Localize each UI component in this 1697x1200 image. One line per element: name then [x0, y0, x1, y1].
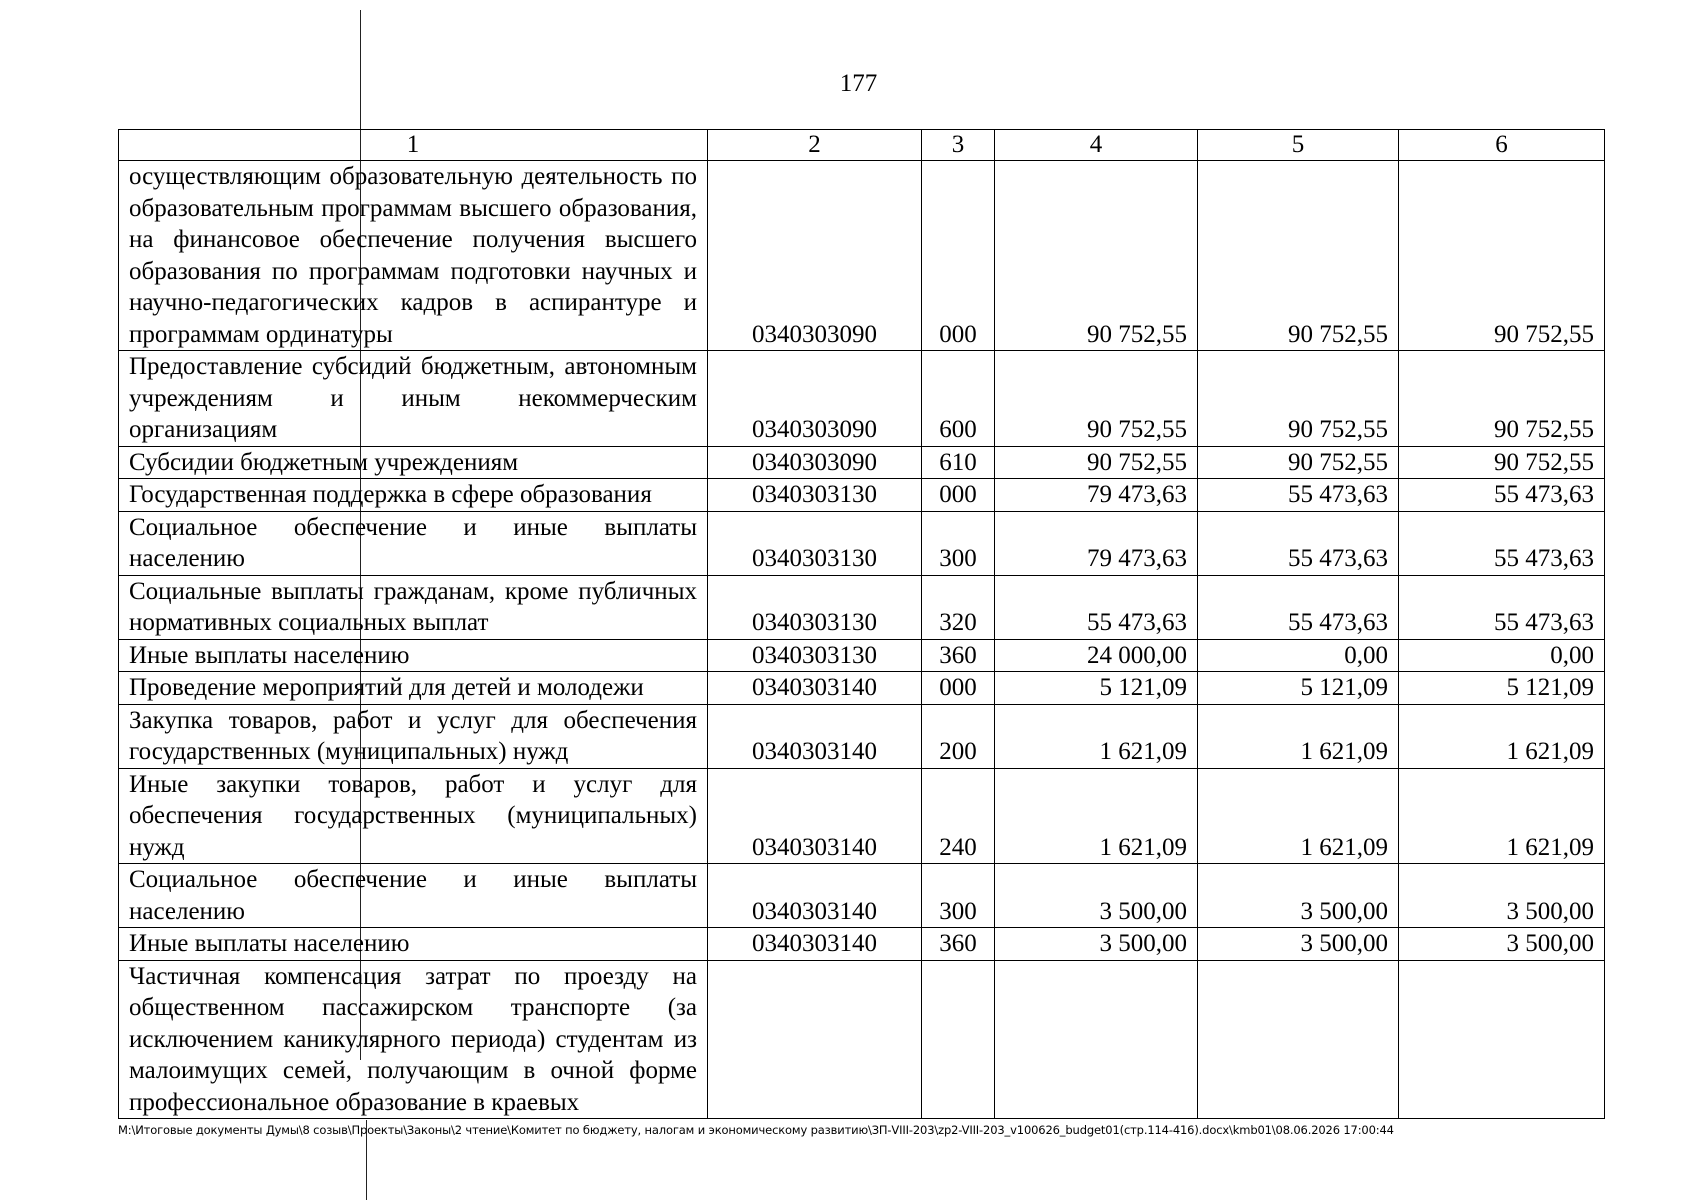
- budget-table: [118, 129, 1605, 1119]
- row-amount-3: 90 752,55: [1399, 351, 1605, 447]
- row-csr: 0340303140: [708, 864, 922, 928]
- row-amount-2: 0,00: [1198, 639, 1399, 672]
- row-vr: 360: [922, 639, 995, 672]
- row-csr: 0340303140: [708, 704, 922, 768]
- row-amount-2: 90 752,55: [1198, 161, 1399, 351]
- table-row: [119, 864, 1605, 928]
- column-header: 1: [119, 130, 708, 161]
- row-vr: 320: [922, 575, 995, 639]
- row-csr: [708, 960, 922, 1119]
- row-csr: 0340303140: [708, 672, 922, 705]
- table-row: [119, 161, 1605, 351]
- row-vr: [922, 960, 995, 1119]
- table-row: [119, 768, 1605, 864]
- row-amount-3: 1 621,09: [1399, 704, 1605, 768]
- row-name: Иные выплаты населению: [119, 928, 708, 961]
- row-csr: 0340303140: [708, 768, 922, 864]
- row-name: Иные выплаты населению: [119, 639, 708, 672]
- row-amount-2: 1 621,09: [1198, 704, 1399, 768]
- row-amount-3: 3 500,00: [1399, 864, 1605, 928]
- row-amount-3: 55 473,63: [1399, 511, 1605, 575]
- table-row: [119, 351, 1605, 447]
- row-name: Социальное обеспечение и иные выплаты населению: [119, 511, 708, 575]
- row-vr: 000: [922, 161, 995, 351]
- row-amount-3: 90 752,55: [1399, 446, 1605, 479]
- table-row: [119, 704, 1605, 768]
- row-amount-1: 90 752,55: [995, 446, 1198, 479]
- row-name: Социальные выплаты гражданам, кроме публичных нормативных социальных выплат: [119, 575, 708, 639]
- row-amount-1: 3 500,00: [995, 864, 1198, 928]
- row-amount-1: 24 000,00: [995, 639, 1198, 672]
- row-amount-1: 1 621,09: [995, 704, 1198, 768]
- row-vr: 240: [922, 768, 995, 864]
- row-csr: 0340303090: [708, 351, 922, 447]
- row-name: Социальное обеспечение и иные выплаты населению: [119, 864, 708, 928]
- row-amount-3: 90 752,55: [1399, 161, 1605, 351]
- column-header: 3: [922, 130, 995, 161]
- table-row: [119, 960, 1605, 1119]
- column-header: 5: [1198, 130, 1399, 161]
- table-row: [119, 575, 1605, 639]
- row-csr: 0340303130: [708, 511, 922, 575]
- row-amount-1: 90 752,55: [995, 161, 1198, 351]
- row-name: Частичная компенсация затрат по проезду на общественном пассажирском транспорте (за исключением каникулярного периода) студентам из малоимущих семей, получающим в очной форме профессиональное образование в краевых: [119, 960, 708, 1119]
- table-row: [119, 639, 1605, 672]
- row-amount-3: 55 473,63: [1399, 575, 1605, 639]
- row-vr: 360: [922, 928, 995, 961]
- row-amount-2: 90 752,55: [1198, 351, 1399, 447]
- table-row: [119, 446, 1605, 479]
- column-header: 4: [995, 130, 1198, 161]
- document-file-path: M:\Итоговые документы Думы\8 созыв\Проекты\Законы\2 чтение\Комитет по бюджету, налогам и экономическому развитию\ЗП-VIII-203\zp2-VIII-203_v100626_budget01(стр.114-416).docx\kmb01\08.06.2026 17:00:44: [118, 1123, 1394, 1137]
- row-csr: 0340303140: [708, 928, 922, 961]
- page-number: 177: [839, 70, 878, 97]
- row-vr: 300: [922, 864, 995, 928]
- row-vr: 000: [922, 479, 995, 512]
- row-name: Государственная поддержка в сфере образования: [119, 479, 708, 512]
- column-header: 6: [1399, 130, 1605, 161]
- row-vr: 300: [922, 511, 995, 575]
- row-amount-1: 79 473,63: [995, 511, 1198, 575]
- row-amount-3: 3 500,00: [1399, 928, 1605, 961]
- table-row: [119, 511, 1605, 575]
- row-name: Закупка товаров, работ и услуг для обеспечения государственных (муниципальных) нужд: [119, 704, 708, 768]
- table-header-row: [119, 130, 1605, 161]
- table-row: [119, 672, 1605, 705]
- row-amount-1: 79 473,63: [995, 479, 1198, 512]
- row-amount-3: [1399, 960, 1605, 1119]
- row-csr: 0340303090: [708, 161, 922, 351]
- row-vr: 600: [922, 351, 995, 447]
- row-csr: 0340303130: [708, 639, 922, 672]
- row-name: осуществляющим образовательную деятельность по образовательным программам высшего образования, на финансовое обеспечение получения высшего образования по программам подготовки научных и научно-педагогических кадров в аспирантуре и программам ординатуры: [119, 161, 708, 351]
- row-name: Иные закупки товаров, работ и услуг для обеспечения государственных (муниципальных) нужд: [119, 768, 708, 864]
- row-amount-2: 55 473,63: [1198, 479, 1399, 512]
- row-amount-2: 90 752,55: [1198, 446, 1399, 479]
- row-amount-1: 90 752,55: [995, 351, 1198, 447]
- row-vr: 000: [922, 672, 995, 705]
- row-amount-1: 3 500,00: [995, 928, 1198, 961]
- row-amount-2: 55 473,63: [1198, 575, 1399, 639]
- row-csr: 0340303130: [708, 479, 922, 512]
- row-amount-3: 0,00: [1399, 639, 1605, 672]
- row-amount-2: [1198, 960, 1399, 1119]
- row-amount-2: 3 500,00: [1198, 864, 1399, 928]
- row-csr: 0340303090: [708, 446, 922, 479]
- row-amount-2: 1 621,09: [1198, 768, 1399, 864]
- row-amount-1: 1 621,09: [995, 768, 1198, 864]
- row-amount-3: 1 621,09: [1399, 768, 1605, 864]
- row-vr: 200: [922, 704, 995, 768]
- row-csr: 0340303130: [708, 575, 922, 639]
- table-row: [119, 479, 1605, 512]
- row-amount-3: 5 121,09: [1399, 672, 1605, 705]
- row-name: Проведение мероприятий для детей и молодежи: [119, 672, 708, 705]
- row-amount-3: 55 473,63: [1399, 479, 1605, 512]
- row-vr: 610: [922, 446, 995, 479]
- row-name: Предоставление субсидий бюджетным, автономным учреждениям и иным некоммерческим организациям: [119, 351, 708, 447]
- table-row: [119, 928, 1605, 961]
- row-amount-1: 5 121,09: [995, 672, 1198, 705]
- row-name: Субсидии бюджетным учреждениям: [119, 446, 708, 479]
- row-amount-2: 55 473,63: [1198, 511, 1399, 575]
- row-amount-1: 55 473,63: [995, 575, 1198, 639]
- row-amount-2: 3 500,00: [1198, 928, 1399, 961]
- row-amount-2: 5 121,09: [1198, 672, 1399, 705]
- row-amount-1: [995, 960, 1198, 1119]
- column-header: 2: [708, 130, 922, 161]
